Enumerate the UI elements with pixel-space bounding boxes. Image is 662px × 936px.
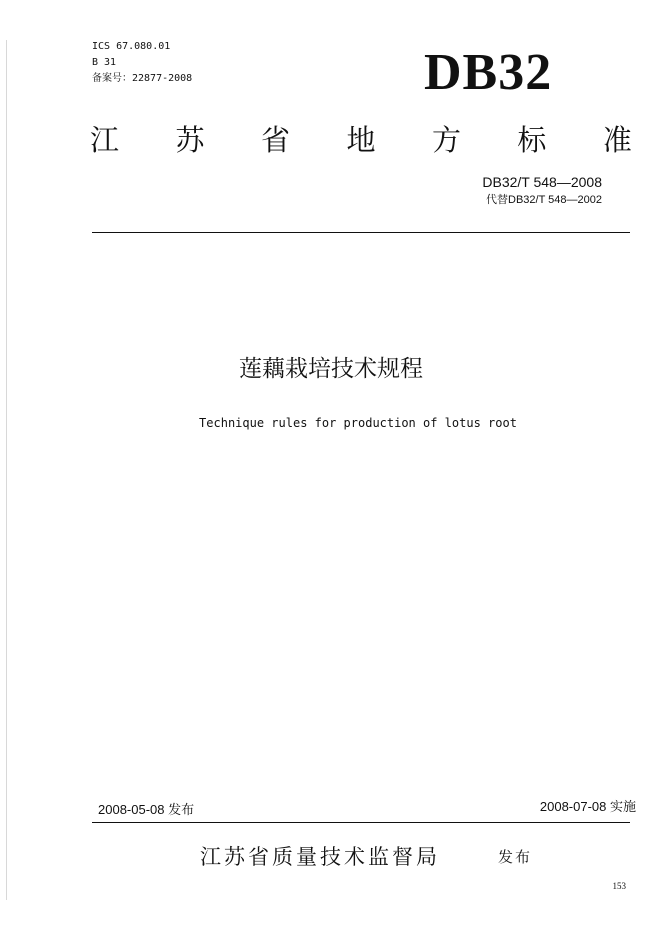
ics-code: ICS 67.080.01 bbox=[92, 41, 171, 52]
filing-number: 备案号：22877-2008 bbox=[92, 73, 193, 84]
issue-date: 2008-05-08 发布 bbox=[98, 802, 195, 817]
page-number: 153 bbox=[612, 881, 626, 891]
scan-edge-line bbox=[6, 40, 7, 900]
issue-word: 发布 bbox=[498, 848, 533, 866]
standard-type-char: 方 bbox=[431, 123, 461, 157]
standard-type-char: 标 bbox=[517, 123, 547, 157]
standard-type-title bbox=[90, 122, 632, 158]
standard-type-char: 省 bbox=[260, 123, 290, 157]
implementation-date: 2008-07-08 实施 bbox=[539, 799, 636, 814]
standard-type-char: 准 bbox=[602, 123, 632, 157]
ccs-code: B 31 bbox=[92, 57, 117, 68]
standard-type-char: 苏 bbox=[175, 123, 205, 157]
header-divider bbox=[92, 232, 630, 233]
issuing-authority: 江苏省质量技术监督局 bbox=[200, 845, 440, 869]
replaces-standard: 代替DB32/T 548—2002 bbox=[486, 194, 602, 206]
db32-logo: DB32 bbox=[424, 44, 553, 101]
standard-type-char: 江 bbox=[90, 123, 120, 157]
document-title-chinese: 莲藕栽培技术规程 bbox=[239, 356, 423, 382]
document-title-english: Technique rules for production of lotus root bbox=[199, 416, 517, 430]
footer-divider bbox=[92, 822, 630, 823]
standard-type-char: 地 bbox=[346, 123, 376, 157]
standard-number: DB32/T 548—2008 bbox=[482, 174, 602, 190]
